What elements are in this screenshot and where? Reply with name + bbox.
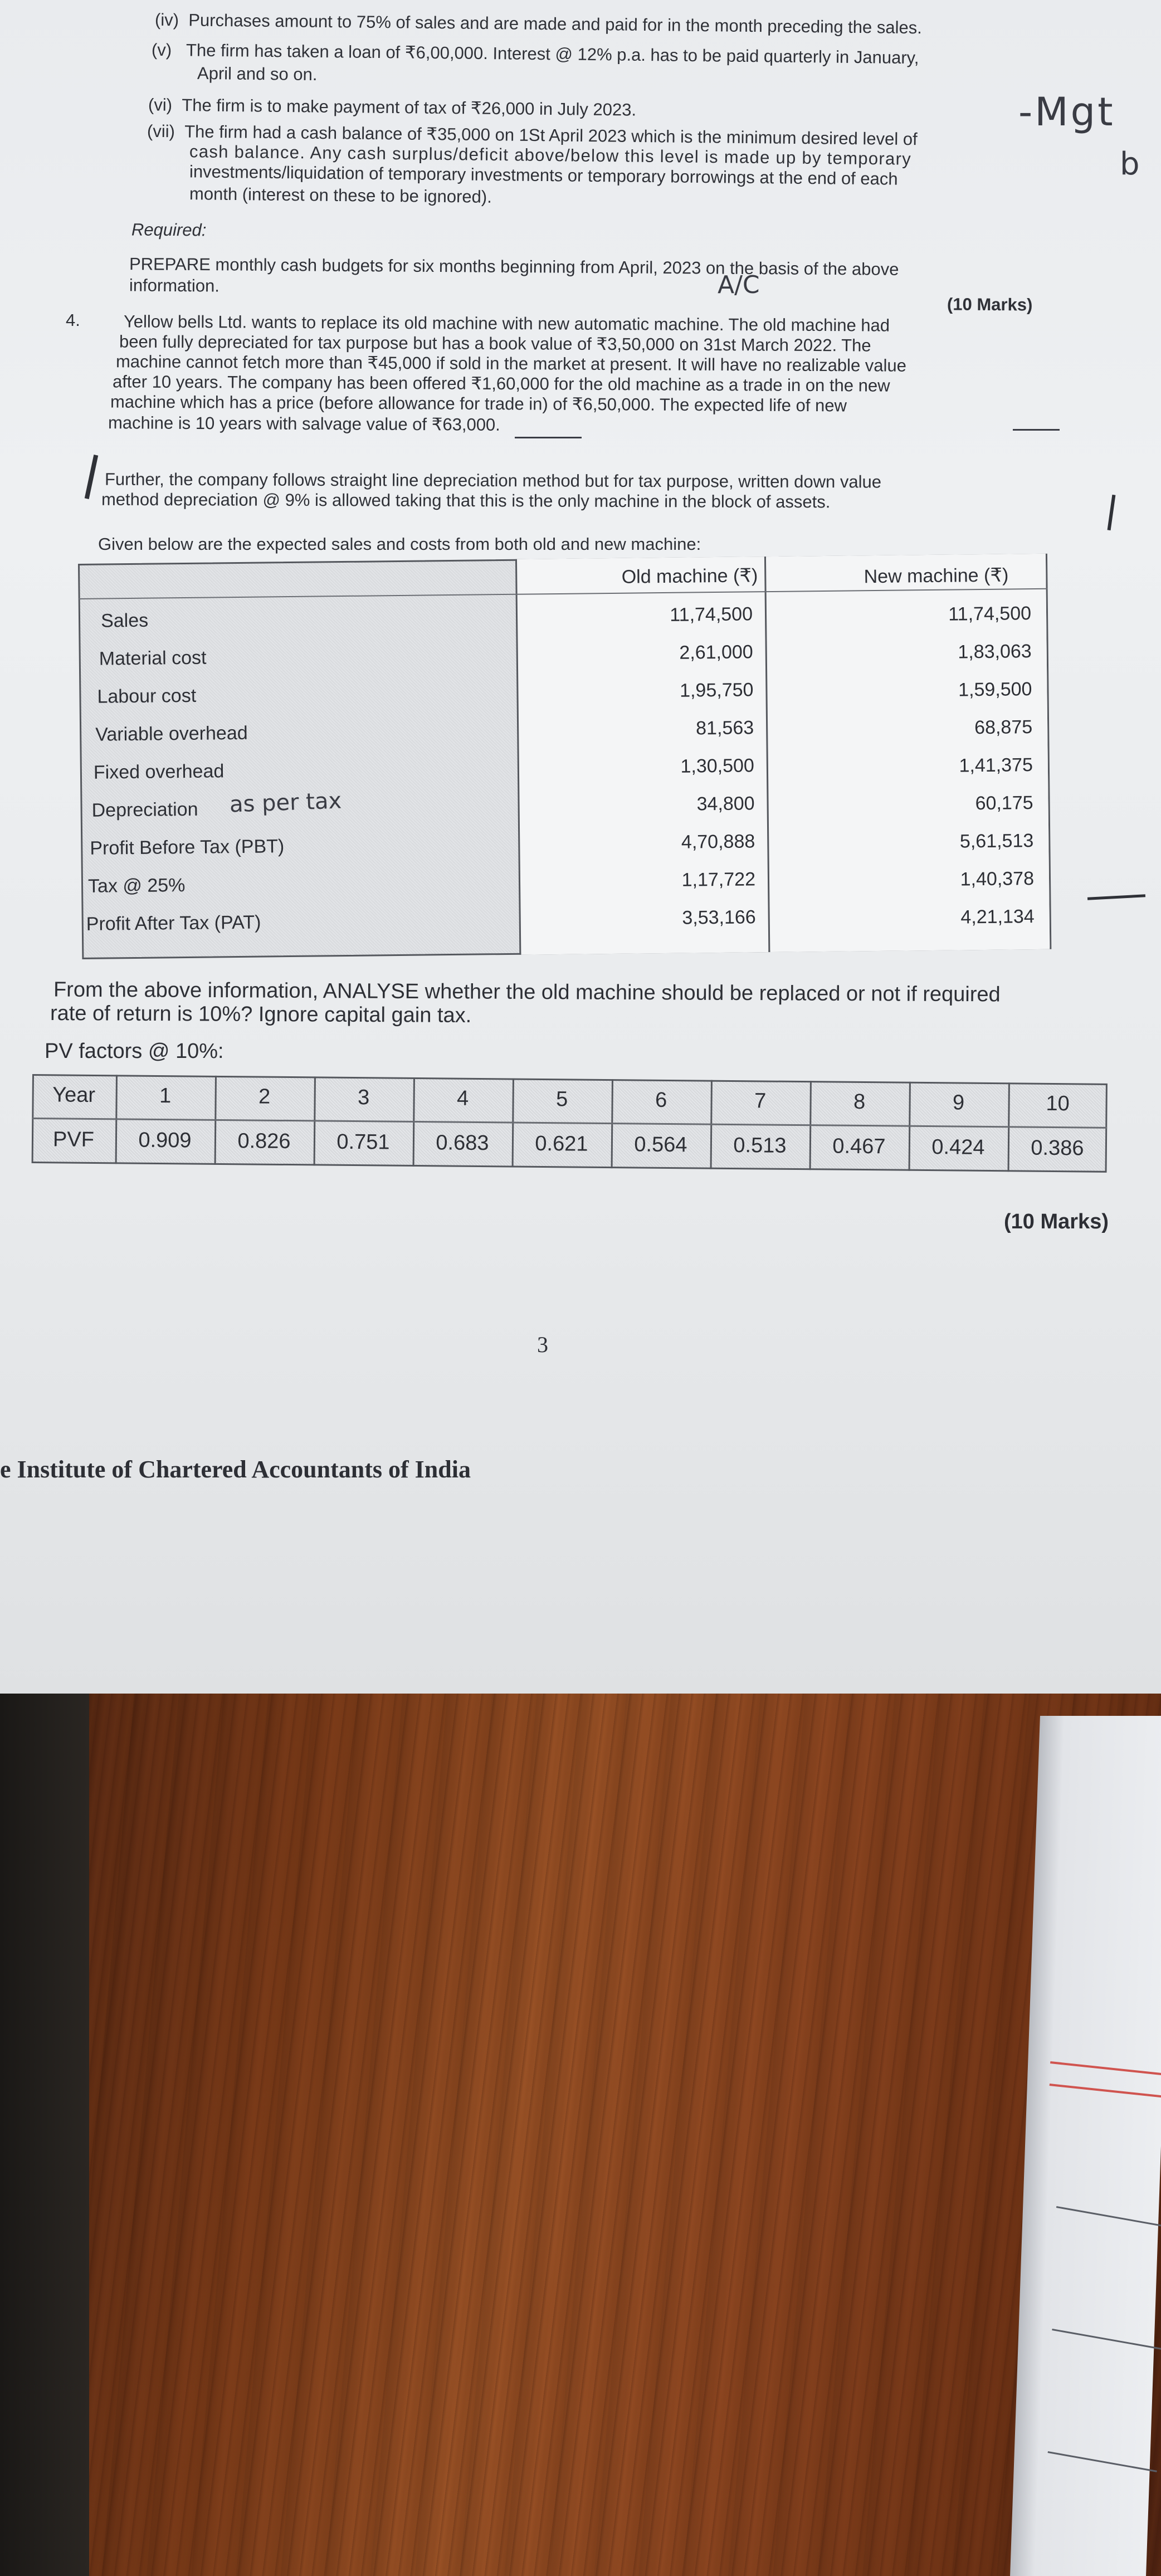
- item-vii-line-2: cash balance. Any cash surplus/deficit above/below this level is made up by temporary: [189, 142, 912, 169]
- table-row-label: Material cost: [99, 647, 207, 670]
- item-vii-line-3: investments/liquidation of temporary investments or temporary borrowings at the end of each: [189, 162, 898, 189]
- item-iv: [155, 11, 922, 37]
- new-machine-value: 1,41,375: [959, 754, 1033, 777]
- desk-shadow-area: [0, 1694, 89, 2576]
- pv-factor-cell: 0.826: [237, 1129, 291, 1154]
- table-row-label: Depreciation: [91, 798, 198, 821]
- pv-factor-cell: 0.513: [733, 1133, 787, 1158]
- table-row-label: Tax @ 25%: [87, 875, 186, 897]
- notebook-margin-line: [1050, 2061, 1161, 2076]
- pv-year-cell: 7: [754, 1089, 767, 1113]
- old-machine-value: 2,61,000: [679, 641, 753, 663]
- marks-question-4: (10 Marks): [1004, 1210, 1109, 1233]
- header-new-machine: New machine (₹): [864, 564, 1009, 588]
- item-vii-text: The firm had a cash balance of ₹35,000 on 1St April 2023 which is the minimum desired level of: [184, 121, 918, 149]
- pv-year-cell: 2: [258, 1085, 271, 1109]
- item-v: [152, 41, 919, 67]
- item-vi-text: The firm is to make payment of tax of ₹26,000 in July 2023.: [182, 95, 637, 120]
- handwritten-bracket-mark: [85, 455, 98, 499]
- table-row-label: Sales: [100, 609, 149, 632]
- margin-dash-mark: [1087, 894, 1145, 900]
- q4-line-1: Yellow bells Ltd. wants to replace its old machine with new automatic machine. The old machine had: [123, 311, 890, 335]
- q4-line-5: machine which has a price (before allowance for trade in) of ₹6,50,000. The expected life of new: [110, 392, 847, 416]
- table-row-label: Profit Before Tax (PBT): [90, 836, 285, 859]
- handwritten-as-per-tax-note: as per tax: [229, 788, 342, 818]
- handwritten-ac-note: A/C: [718, 271, 760, 299]
- question-4-number: 4.: [66, 310, 80, 330]
- table-intro-text: Given below are the expected sales and costs from both old and new machine:: [98, 534, 701, 554]
- required-label: Required:: [131, 219, 207, 240]
- margin-tick-mark: [1108, 495, 1116, 530]
- old-machine-value: 1,30,500: [680, 755, 755, 777]
- notebook-ruled-line: [1056, 2206, 1161, 2227]
- old-machine-value: 3,53,166: [682, 906, 756, 929]
- item-iv-number: (iv): [154, 9, 179, 30]
- notebook-margin-line: [1050, 2084, 1161, 2099]
- q4-further-line-1: Further, the company follows straight line depreciation method but for tax purpose, written down value: [104, 469, 882, 492]
- item-vii-number: (vii): [147, 121, 175, 142]
- table-row-label: Labour cost: [97, 685, 197, 708]
- pv-year-cell: 5: [555, 1087, 568, 1111]
- table-row-label: Profit After Tax (PAT): [86, 911, 261, 935]
- required-text-line-1: PREPARE monthly cash budgets for six months beginning from April, 2023 on the basis of the above: [129, 254, 899, 279]
- item-vii-line-4: month (interest on these to be ignored).: [189, 184, 492, 207]
- new-machine-value: 11,74,500: [948, 603, 1032, 625]
- marks-question-3: (10 Marks): [947, 294, 1033, 315]
- new-machine-value: 1,40,378: [960, 868, 1035, 890]
- q4-line-4: after 10 years. The company has been offered ₹1,60,000 for the old machine as a trade in on the new: [112, 372, 890, 396]
- wooden-desk-surface: [0, 1694, 1161, 2576]
- old-machine-value: 4,70,888: [681, 831, 755, 853]
- item-v-text: The firm has taken a loan of ₹6,00,000. Interest @ 12% p.a. has to be paid quarterly in January,: [186, 40, 919, 68]
- pv-year-cell: 8: [853, 1090, 866, 1114]
- pv-factor-cell: 0.424: [931, 1135, 985, 1159]
- required-text-line-2: information.: [129, 275, 220, 296]
- item-iv-text: Purchases amount to 75% of sales and are made and paid for in the month preceding the sales.: [188, 10, 923, 38]
- pv-factor-cell: 0.564: [634, 1133, 687, 1157]
- pv-factor-label: PVF: [52, 1128, 95, 1152]
- machine-cost-comparison-table: [78, 554, 1051, 959]
- pv-year-cell: 6: [655, 1088, 667, 1112]
- pv-year-cell: 1: [159, 1084, 172, 1108]
- item-v-line-2: April and so on.: [197, 63, 318, 85]
- item-vi-number: (vi): [148, 95, 173, 115]
- pv-factor-cell: 0.621: [535, 1131, 588, 1156]
- q4-line-6: machine is 10 years with salvage value of ₹63,000.: [108, 413, 500, 435]
- pv-factor-cell: 0.683: [436, 1131, 489, 1155]
- handwritten-side-mark: b: [1120, 146, 1140, 182]
- header-old-machine: Old machine (₹): [621, 565, 758, 588]
- pv-factor-cell: 0.386: [1031, 1136, 1084, 1160]
- pv-year-cell: 3: [357, 1086, 370, 1110]
- pv-year-cell: 10: [1046, 1091, 1070, 1116]
- item-vi: [148, 95, 636, 119]
- new-machine-value: 4,21,134: [960, 906, 1035, 928]
- table-row-label: Variable overhead: [95, 722, 248, 745]
- pv-factor-cell: 0.751: [336, 1130, 390, 1154]
- underline-salvage-value: [515, 437, 582, 438]
- analyse-line-2: rate of return is 10%? Ignore capital gain tax.: [50, 1002, 472, 1027]
- pv-year-cell: 9: [952, 1091, 965, 1115]
- pv-factor-cell: 0.467: [832, 1134, 886, 1159]
- new-machine-value: 5,61,513: [959, 830, 1034, 852]
- pv-year-label: Year: [52, 1083, 96, 1107]
- analyse-line-1: From the above information, ANALYSE whether the old machine should be replaced or not if required: [53, 978, 1001, 1007]
- table-row-label: Fixed overhead: [93, 760, 225, 783]
- page-number: 3: [537, 1332, 548, 1357]
- q4-further-line-2: method depreciation @ 9% is allowed taking that this is the only machine in the block of assets.: [101, 489, 831, 512]
- pv-factors-label: PV factors @ 10%:: [45, 1040, 224, 1063]
- item-v-number: (v): [151, 40, 172, 60]
- old-machine-value: 1,17,722: [681, 869, 756, 891]
- new-machine-value: 1,59,500: [958, 679, 1032, 701]
- footer-institute-name: e Institute of Chartered Accountants of India: [0, 1456, 471, 1483]
- new-machine-value: 60,175: [975, 792, 1033, 814]
- new-machine-value: 68,875: [974, 716, 1033, 739]
- q4-line-2: been fully depreciated for tax purpose but has a book value of ₹3,50,000 on 31st March 2022. The: [119, 331, 871, 355]
- notebook-ruled-line: [1052, 2329, 1161, 2350]
- pv-year-cell: 4: [456, 1086, 469, 1110]
- old-machine-value: 81,563: [695, 717, 754, 739]
- notebook-ruled-line: [1047, 2451, 1157, 2472]
- old-machine-value: 1,95,750: [679, 679, 754, 701]
- old-machine-value: 11,74,500: [670, 603, 753, 626]
- pv-factor-cell: 0.909: [138, 1128, 192, 1153]
- q4-line-3: machine cannot fetch more than ₹45,000 if sold in the market at present. It will have no realizable value: [115, 352, 907, 375]
- underline-of-new: [1013, 429, 1060, 431]
- pv-factors-table: [32, 1074, 1108, 1173]
- new-machine-value: 1,83,063: [958, 641, 1032, 663]
- handwritten-mgt-note: -Mgt: [1018, 89, 1115, 135]
- old-machine-value: 34,800: [696, 793, 755, 815]
